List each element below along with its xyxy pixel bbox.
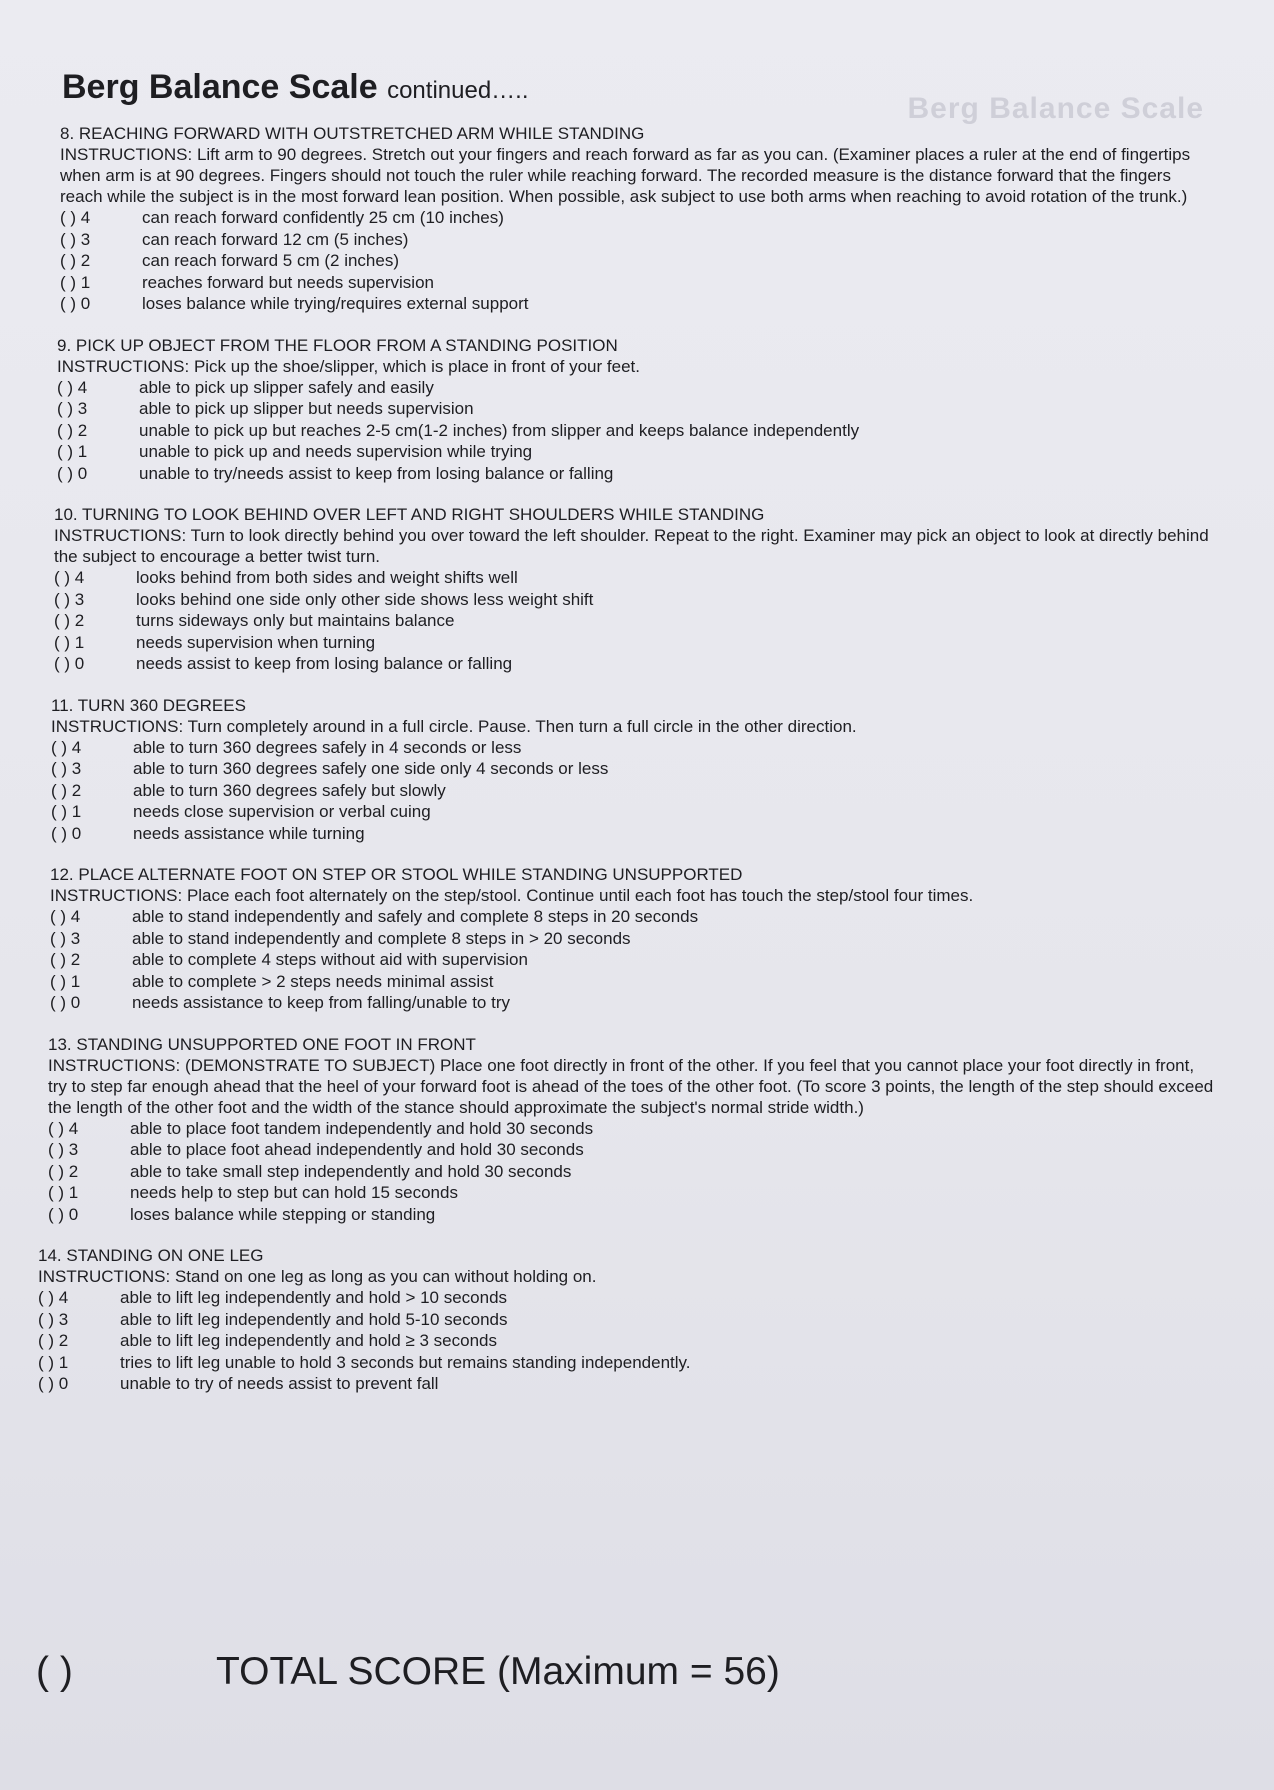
score-box[interactable]: ( ) 0 [57,463,88,483]
section-heading: 12. PLACE ALTERNATE FOOT ON STEP OR STOOL WHILE STANDING UNSUPPORTED [50,865,743,884]
option-text: able to pick up slipper but needs supervision [139,399,474,418]
score-option-3[interactable] [38,1309,1214,1331]
option-text: turns sideways only but maintains balance [136,611,455,630]
score-box[interactable]: ( ) 4 [57,377,88,397]
option-text: able to take small step independently and hold 30 seconds [130,1161,572,1181]
score-box[interactable]: ( ) 4 [51,737,82,757]
total-score-box[interactable]: ( ) [36,1650,73,1693]
score-box[interactable]: ( ) 0 [60,294,91,313]
option-text: needs assistance to keep from falling/unable to try [132,993,510,1012]
score-options [60,207,1214,315]
option-text: able to stand independently and safely and complete 8 steps in 20 seconds [132,907,699,926]
score-box[interactable]: ( ) 2 [54,611,85,630]
score-box[interactable]: ( ) 0 [51,823,82,843]
option-text: reaches forward but needs supervision [142,272,434,292]
score-option-1[interactable] [48,1182,1214,1204]
section-heading: 11. TURN 360 DEGREES [51,695,246,715]
section-14-standing-on-one-leg [38,1245,1214,1395]
option-text: able to turn 360 degrees safely but slowly [133,780,446,800]
score-option-0[interactable] [57,463,1214,485]
section-10-turning-to-look-behind [54,504,1214,675]
option-text: needs close supervision or verbal cuing [133,802,431,821]
score-option-4[interactable] [54,567,1214,589]
total-score [36,1650,780,1694]
option-text: needs assist to keep from losing balance or falling [136,654,513,673]
score-box[interactable]: ( ) 1 [57,442,88,461]
score-box[interactable]: ( ) 1 [54,632,85,652]
score-box[interactable]: ( ) 1 [50,971,81,991]
score-box[interactable]: ( ) 4 [50,907,81,926]
score-box[interactable]: ( ) 1 [38,1352,69,1372]
score-box[interactable]: ( ) 1 [60,272,91,292]
score-option-4[interactable] [38,1287,1214,1309]
section-heading: 13. STANDING UNSUPPORTED ONE FOOT IN FRONT [48,1034,476,1054]
score-option-1[interactable] [50,971,1214,993]
option-text: able to complete 4 steps without aid with supervision [132,950,528,969]
title-main: Berg Balance Scale [62,68,378,106]
score-option-2[interactable] [50,949,1214,971]
option-text: unable to pick up but reaches 2-5 cm(1-2 inches) from slipper and keeps balance independently [139,420,860,440]
section-9-pick-up-object [57,335,1214,485]
score-options [54,567,1214,675]
score-option-1[interactable] [60,272,1214,294]
score-box[interactable]: ( ) 3 [50,928,81,948]
option-text: able to lift leg independently and hold ≥ 3 seconds [120,1331,497,1350]
section-instructions: INSTRUCTIONS: (DEMONSTRATE TO SUBJECT) Place one foot directly in front of the other. If you feel that you cannot place your foot directly in front, try to step far enough ahead that the heel of your forward foot is ahead of the toes of the other foot. (To score 3 points, the length of the step should exceed the length of the other foot and the width of the stance should approximate the subject's normal stride width.) [48,1055,1214,1117]
total-score-label: TOTAL SCORE (Maximum = 56) [216,1650,780,1693]
option-text: unable to try of needs assist to prevent fall [120,1374,439,1393]
score-options [57,377,1214,485]
score-option-4[interactable] [48,1118,1214,1140]
option-text: able to place foot ahead independently and hold 30 seconds [130,1140,584,1159]
score-option-2[interactable] [51,780,1214,802]
section-12-alternate-foot-on-step [50,864,1214,1014]
option-text: tries to lift leg unable to hold 3 seconds but remains standing independently. [120,1352,691,1372]
score-box[interactable]: ( ) 4 [60,208,91,227]
score-box[interactable]: ( ) 2 [57,420,88,440]
section-instructions: INSTRUCTIONS: Pick up the shoe/slipper, which is place in front of your feet. [57,356,640,376]
score-box[interactable]: ( ) 2 [51,780,82,800]
option-text: loses balance while trying/requires external support [142,294,529,313]
score-option-0[interactable] [48,1204,1214,1226]
score-option-3[interactable] [60,229,1214,251]
section-13-one-foot-in-front [48,1034,1214,1226]
option-text: unable to try/needs assist to keep from losing balance or falling [139,463,614,483]
score-option-3[interactable] [50,928,1214,950]
section-instructions: INSTRUCTIONS: Turn to look directly behind you over toward the left shoulder. Repeat to the right. Examiner may pick an object to look at directly behind the subject to encourage a better twist turn. [54,526,1209,566]
option-text: needs assistance while turning [133,823,365,843]
score-box[interactable]: ( ) 0 [38,1374,69,1393]
option-text: able to stand independently and complete 8 steps in > 20 seconds [132,928,631,948]
score-option-3[interactable] [51,758,1214,780]
score-box[interactable]: ( ) 0 [48,1204,79,1224]
section-instructions: INSTRUCTIONS: Place each foot alternately on the step/stool. Continue until each foot has touch the step/stool four times. [50,886,974,905]
option-text: looks behind one side only other side shows less weight shift [136,589,594,609]
section-instructions: INSTRUCTIONS: Stand on one leg as long as you can without holding on. [38,1267,597,1286]
score-option-0[interactable] [54,653,1214,675]
score-option-2[interactable] [48,1161,1214,1183]
option-text: can reach forward 12 cm (5 inches) [142,229,409,249]
option-text: loses balance while stepping or standing [130,1204,436,1224]
score-box[interactable]: ( ) 3 [60,229,91,249]
score-option-2[interactable] [60,250,1214,272]
score-option-2[interactable] [57,420,1214,442]
score-box[interactable]: ( ) 1 [48,1183,79,1202]
section-heading: 10. TURNING TO LOOK BEHIND OVER LEFT AND RIGHT SHOULDERS WHILE STANDING [54,505,765,524]
score-option-4[interactable] [57,377,1214,399]
option-text: able to complete > 2 steps needs minimal assist [132,971,494,991]
bleed-through-text: Berg Balance Scale [907,92,1204,125]
score-box[interactable]: ( ) 2 [38,1331,69,1350]
score-box[interactable]: ( ) 4 [54,568,85,587]
score-box[interactable]: ( ) 0 [54,654,85,673]
score-option-3[interactable] [54,589,1214,611]
score-box[interactable]: ( ) 2 [48,1161,79,1181]
title-continued: continued….. [387,77,529,104]
score-option-0[interactable] [60,293,1214,315]
section-8-reaching-forward [60,123,1214,315]
section-heading: 8. REACHING FORWARD WITH OUTSTRETCHED ARM WHILE STANDING [60,124,645,143]
score-options [48,1118,1214,1226]
score-option-3[interactable] [57,398,1214,420]
score-option-4[interactable] [51,737,1214,759]
score-box[interactable]: ( ) 3 [38,1309,69,1329]
score-option-0[interactable] [50,992,1214,1014]
option-text: unable to pick up and needs supervision while trying [139,442,533,461]
score-box[interactable]: ( ) 3 [51,759,82,778]
score-options [50,906,1214,1014]
section-heading: 9. PICK UP OBJECT FROM THE FLOOR FROM A STANDING POSITION [57,335,618,355]
score-box[interactable]: ( ) 4 [48,1118,79,1138]
score-box[interactable]: ( ) 0 [50,993,81,1012]
option-text: able to turn 360 degrees safely in 4 seconds or less [133,737,522,757]
option-text: looks behind from both sides and weight shifts well [136,568,518,587]
score-box[interactable]: ( ) 1 [51,802,82,821]
score-option-4[interactable] [50,906,1214,928]
option-text: able to lift leg independently and hold > 10 seconds [120,1288,508,1307]
score-option-1[interactable] [51,801,1214,823]
score-box[interactable]: ( ) 3 [57,399,88,418]
score-option-1[interactable] [38,1352,1214,1374]
score-option-0[interactable] [51,823,1214,845]
section-instructions: INSTRUCTIONS: Turn completely around in a full circle. Pause. Then turn a full circle in the other direction. [51,716,857,736]
option-text: able to pick up slipper safely and easily [139,377,434,397]
score-option-2[interactable] [38,1330,1214,1352]
section-heading: 14. STANDING ON ONE LEG [38,1246,264,1265]
score-box[interactable]: ( ) 2 [60,251,91,270]
section-11-turn-360 [51,695,1214,845]
option-text: able to lift leg independently and hold 5-10 seconds [120,1309,508,1329]
score-option-1[interactable] [57,441,1214,463]
score-option-3[interactable] [48,1139,1214,1161]
section-instructions: INSTRUCTIONS: Lift arm to 90 degrees. Stretch out your fingers and reach forward as far as you can. (Examiner places a ruler at the end of fingertips when arm is at 90 degrees. Fingers should not touch the ruler while reaching forward. The recorded measure is the distance forward that the fingers reach while the subject is in the most forward lean position. When possible, ask subject to use both arms when reaching to avoid rotation of the trunk.) [60,145,1191,206]
score-options [38,1287,1214,1395]
option-text: able to place foot tandem independently and hold 30 seconds [130,1118,594,1138]
option-text: able to turn 360 degrees safely one side only 4 seconds or less [133,759,609,778]
score-option-4[interactable] [60,207,1214,229]
option-text: can reach forward confidently 25 cm (10 inches) [142,208,504,227]
score-options [51,737,1214,845]
score-box[interactable]: ( ) 2 [50,950,81,969]
option-text: needs help to step but can hold 15 seconds [130,1183,458,1202]
score-box[interactable]: ( ) 3 [54,589,85,609]
score-box[interactable]: ( ) 4 [38,1288,69,1307]
option-text: can reach forward 5 cm (2 inches) [142,251,399,270]
score-option-0[interactable] [38,1373,1214,1395]
score-option-1[interactable] [54,632,1214,654]
score-option-2[interactable] [54,610,1214,632]
score-box[interactable]: ( ) 3 [48,1140,79,1159]
option-text: needs supervision when turning [136,632,376,652]
